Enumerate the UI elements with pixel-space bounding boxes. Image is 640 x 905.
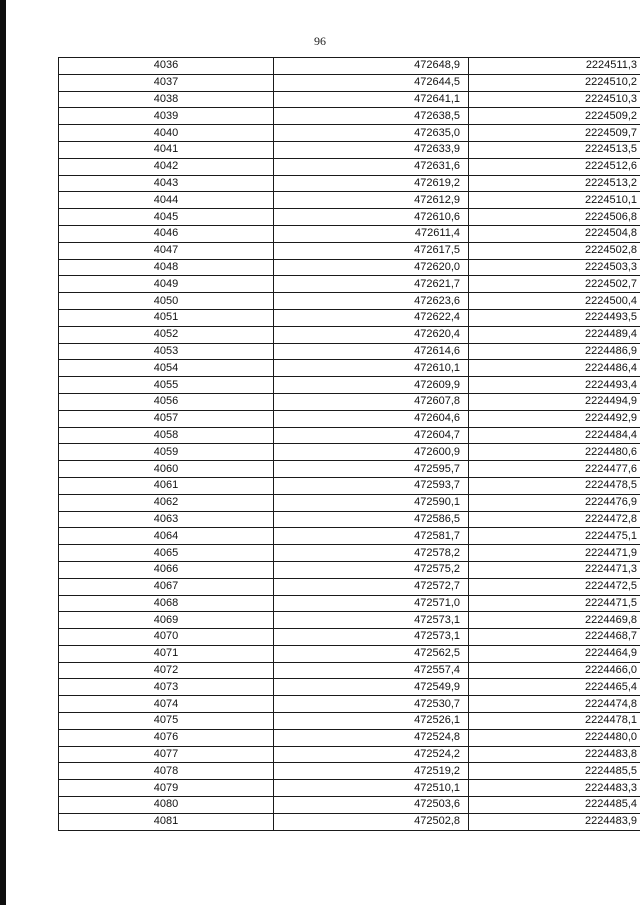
y-coordinate-cell: 2224478,5 — [469, 477, 640, 494]
table-row — [59, 612, 640, 629]
y-coordinate-cell: 2224506,8 — [469, 209, 640, 226]
y-coordinate-cell: 2224465,4 — [469, 679, 640, 696]
x-coordinate-cell: 472572,7 — [274, 578, 469, 595]
x-coordinate-cell: 472604,6 — [274, 410, 469, 427]
point-number-cell: 4064 — [59, 528, 274, 545]
point-number-cell: 4039 — [59, 108, 274, 125]
y-coordinate-cell: 2224484,4 — [469, 427, 640, 444]
point-number-cell: 4069 — [59, 612, 274, 629]
x-coordinate-cell: 472611,4 — [274, 225, 469, 242]
y-coordinate-cell: 2224509,2 — [469, 108, 640, 125]
table-row — [59, 259, 640, 276]
x-coordinate-cell: 472510,1 — [274, 780, 469, 797]
table-row — [59, 528, 640, 545]
table-row — [59, 276, 640, 293]
point-number-cell: 4067 — [59, 578, 274, 595]
y-coordinate-cell: 2224485,4 — [469, 797, 640, 814]
point-number-cell: 4041 — [59, 141, 274, 158]
point-number-cell: 4040 — [59, 125, 274, 142]
y-coordinate-cell: 2224478,1 — [469, 713, 640, 730]
y-coordinate-cell: 2224464,9 — [469, 645, 640, 662]
y-coordinate-cell: 2224502,7 — [469, 276, 640, 293]
point-number-cell: 4043 — [59, 175, 274, 192]
x-coordinate-cell: 472562,5 — [274, 645, 469, 662]
table-row — [59, 158, 640, 175]
table-row — [59, 393, 640, 410]
y-coordinate-cell: 2224511,3 — [469, 58, 640, 75]
x-coordinate-cell: 472619,2 — [274, 175, 469, 192]
table-row — [59, 410, 640, 427]
y-coordinate-cell: 2224480,6 — [469, 444, 640, 461]
point-number-cell: 4042 — [59, 158, 274, 175]
table-row — [59, 293, 640, 310]
x-coordinate-cell: 472571,0 — [274, 595, 469, 612]
x-coordinate-cell: 472530,7 — [274, 696, 469, 713]
table-row — [59, 175, 640, 192]
table-row — [59, 477, 640, 494]
point-number-cell: 4065 — [59, 545, 274, 562]
point-number-cell: 4071 — [59, 645, 274, 662]
table-row — [59, 561, 640, 578]
point-number-cell: 4068 — [59, 595, 274, 612]
table-row — [59, 763, 640, 780]
x-coordinate-cell: 472635,0 — [274, 125, 469, 142]
y-coordinate-cell: 2224476,9 — [469, 494, 640, 511]
point-number-cell: 4074 — [59, 696, 274, 713]
point-number-cell: 4056 — [59, 393, 274, 410]
y-coordinate-cell: 2224466,0 — [469, 662, 640, 679]
x-coordinate-cell: 472620,0 — [274, 259, 469, 276]
y-coordinate-cell: 2224477,6 — [469, 461, 640, 478]
x-coordinate-cell: 472612,9 — [274, 192, 469, 209]
y-coordinate-cell: 2224510,1 — [469, 192, 640, 209]
point-number-cell: 4062 — [59, 494, 274, 511]
table-row — [59, 192, 640, 209]
x-coordinate-cell: 472593,7 — [274, 477, 469, 494]
x-coordinate-cell: 472573,1 — [274, 612, 469, 629]
point-number-cell: 4060 — [59, 461, 274, 478]
x-coordinate-cell: 472641,1 — [274, 91, 469, 108]
y-coordinate-cell: 2224509,7 — [469, 125, 640, 142]
point-number-cell: 4066 — [59, 561, 274, 578]
x-coordinate-cell: 472604,7 — [274, 427, 469, 444]
table-row — [59, 780, 640, 797]
x-coordinate-cell: 472503,6 — [274, 797, 469, 814]
y-coordinate-cell: 2224483,8 — [469, 746, 640, 763]
point-number-cell: 4055 — [59, 377, 274, 394]
y-coordinate-cell: 2224489,4 — [469, 326, 640, 343]
y-coordinate-cell: 2224513,5 — [469, 141, 640, 158]
point-number-cell: 4079 — [59, 780, 274, 797]
table-row — [59, 377, 640, 394]
point-number-cell: 4076 — [59, 729, 274, 746]
x-coordinate-cell: 472600,9 — [274, 444, 469, 461]
table-row — [59, 209, 640, 226]
table-row — [59, 545, 640, 562]
table-row — [59, 125, 640, 142]
point-number-cell: 4052 — [59, 326, 274, 343]
y-coordinate-cell: 2224472,8 — [469, 511, 640, 528]
x-coordinate-cell: 472607,8 — [274, 393, 469, 410]
y-coordinate-cell: 2224486,4 — [469, 360, 640, 377]
y-coordinate-cell: 2224468,7 — [469, 629, 640, 646]
table-row — [59, 813, 640, 830]
point-number-cell: 4057 — [59, 410, 274, 427]
y-coordinate-cell: 2224502,8 — [469, 242, 640, 259]
point-number-cell: 4058 — [59, 427, 274, 444]
table-row — [59, 679, 640, 696]
point-number-cell: 4063 — [59, 511, 274, 528]
point-number-cell: 4048 — [59, 259, 274, 276]
table-row — [59, 662, 640, 679]
x-coordinate-cell: 472557,4 — [274, 662, 469, 679]
x-coordinate-cell: 472526,1 — [274, 713, 469, 730]
y-coordinate-cell: 2224492,9 — [469, 410, 640, 427]
x-coordinate-cell: 472638,5 — [274, 108, 469, 125]
y-coordinate-cell: 2224503,3 — [469, 259, 640, 276]
y-coordinate-cell: 2224500,4 — [469, 293, 640, 310]
point-number-cell: 4049 — [59, 276, 274, 293]
x-coordinate-cell: 472586,5 — [274, 511, 469, 528]
y-coordinate-cell: 2224469,8 — [469, 612, 640, 629]
point-number-cell: 4047 — [59, 242, 274, 259]
x-coordinate-cell: 472623,6 — [274, 293, 469, 310]
table-row — [59, 91, 640, 108]
point-number-cell: 4051 — [59, 309, 274, 326]
point-number-cell: 4044 — [59, 192, 274, 209]
table-row — [59, 242, 640, 259]
x-coordinate-cell: 472595,7 — [274, 461, 469, 478]
y-coordinate-cell: 2224493,4 — [469, 377, 640, 394]
table-row — [59, 58, 640, 75]
y-coordinate-cell: 2224483,9 — [469, 813, 640, 830]
table-row — [59, 326, 640, 343]
x-coordinate-cell: 472633,9 — [274, 141, 469, 158]
point-number-cell: 4077 — [59, 746, 274, 763]
x-coordinate-cell: 472581,7 — [274, 528, 469, 545]
table-row — [59, 225, 640, 242]
x-coordinate-cell: 472578,2 — [274, 545, 469, 562]
x-coordinate-cell: 472610,1 — [274, 360, 469, 377]
point-number-cell: 4075 — [59, 713, 274, 730]
y-coordinate-cell: 2224494,9 — [469, 393, 640, 410]
y-coordinate-cell: 2224483,3 — [469, 780, 640, 797]
table-row — [59, 629, 640, 646]
table-row — [59, 746, 640, 763]
y-coordinate-cell: 2224510,3 — [469, 91, 640, 108]
x-coordinate-cell: 472549,9 — [274, 679, 469, 696]
y-coordinate-cell: 2224474,8 — [469, 696, 640, 713]
y-coordinate-cell: 2224475,1 — [469, 528, 640, 545]
y-coordinate-cell: 2224485,5 — [469, 763, 640, 780]
x-coordinate-cell: 472573,1 — [274, 629, 469, 646]
x-coordinate-cell: 472631,6 — [274, 158, 469, 175]
x-coordinate-cell: 472620,4 — [274, 326, 469, 343]
table-row — [59, 494, 640, 511]
point-number-cell: 4072 — [59, 662, 274, 679]
y-coordinate-cell: 2224472,5 — [469, 578, 640, 595]
x-coordinate-cell: 472524,8 — [274, 729, 469, 746]
x-coordinate-cell: 472621,7 — [274, 276, 469, 293]
point-number-cell: 4059 — [59, 444, 274, 461]
point-number-cell: 4046 — [59, 225, 274, 242]
table-row — [59, 461, 640, 478]
table-row — [59, 696, 640, 713]
point-number-cell: 4070 — [59, 629, 274, 646]
table-row — [59, 595, 640, 612]
x-coordinate-cell: 472648,9 — [274, 58, 469, 75]
point-number-cell: 4038 — [59, 91, 274, 108]
y-coordinate-cell: 2224513,2 — [469, 175, 640, 192]
x-coordinate-cell: 472614,6 — [274, 343, 469, 360]
y-coordinate-cell: 2224493,5 — [469, 309, 640, 326]
x-coordinate-cell: 472622,4 — [274, 309, 469, 326]
point-number-cell: 4050 — [59, 293, 274, 310]
point-number-cell: 4045 — [59, 209, 274, 226]
point-number-cell: 4061 — [59, 477, 274, 494]
scan-binding-edge — [0, 0, 6, 905]
y-coordinate-cell: 2224471,3 — [469, 561, 640, 578]
point-number-cell: 4081 — [59, 813, 274, 830]
y-coordinate-cell: 2224471,5 — [469, 595, 640, 612]
x-coordinate-cell: 472575,2 — [274, 561, 469, 578]
x-coordinate-cell: 472610,6 — [274, 209, 469, 226]
point-number-cell: 4053 — [59, 343, 274, 360]
y-coordinate-cell: 2224510,2 — [469, 74, 640, 91]
table-row — [59, 309, 640, 326]
x-coordinate-cell: 472609,9 — [274, 377, 469, 394]
table-row — [59, 141, 640, 158]
x-coordinate-cell: 472644,5 — [274, 74, 469, 91]
y-coordinate-cell: 2224480,0 — [469, 729, 640, 746]
y-coordinate-cell: 2224486,9 — [469, 343, 640, 360]
x-coordinate-cell: 472617,5 — [274, 242, 469, 259]
x-coordinate-cell: 472590,1 — [274, 494, 469, 511]
y-coordinate-cell: 2224471,9 — [469, 545, 640, 562]
point-number-cell: 4078 — [59, 763, 274, 780]
table-row — [59, 729, 640, 746]
table-row — [59, 343, 640, 360]
table-row — [59, 713, 640, 730]
page-number: 96 — [314, 34, 326, 48]
point-number-cell: 4036 — [59, 58, 274, 75]
y-coordinate-cell: 2224512,6 — [469, 158, 640, 175]
point-number-cell: 4037 — [59, 74, 274, 91]
table-row — [59, 108, 640, 125]
table-row — [59, 578, 640, 595]
x-coordinate-cell: 472524,2 — [274, 746, 469, 763]
table-row — [59, 797, 640, 814]
point-number-cell: 4080 — [59, 797, 274, 814]
table-row — [59, 74, 640, 91]
table-row — [59, 511, 640, 528]
y-coordinate-cell: 2224504,8 — [469, 225, 640, 242]
x-coordinate-cell: 472502,8 — [274, 813, 469, 830]
x-coordinate-cell: 472519,2 — [274, 763, 469, 780]
coordinates-table — [58, 57, 640, 831]
table-row — [59, 444, 640, 461]
point-number-cell: 4073 — [59, 679, 274, 696]
table-row — [59, 360, 640, 377]
point-number-cell: 4054 — [59, 360, 274, 377]
table-row — [59, 645, 640, 662]
table-row — [59, 427, 640, 444]
coordinates-table-body — [59, 58, 640, 831]
